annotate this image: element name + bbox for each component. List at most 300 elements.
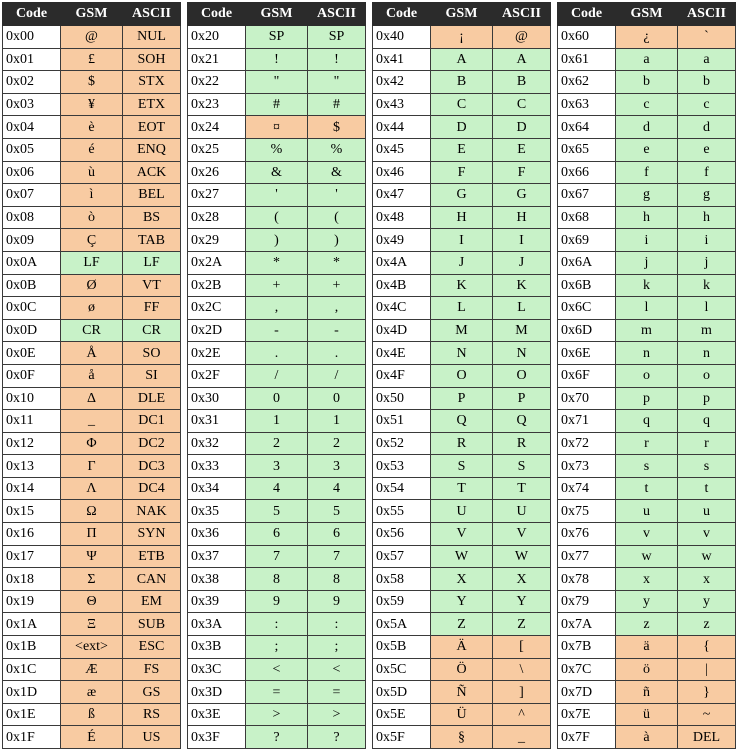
table-panel-3 [372,2,551,749]
ascii-cell: FS [123,658,181,681]
code-cell: 0x6B [558,274,616,297]
table-row [188,590,366,613]
code-cell: 0x74 [558,477,616,500]
ascii-cell: M [493,319,551,342]
ascii-cell: F [493,161,551,184]
gsm-cell: 9 [246,590,308,613]
code-cell: 0x2D [188,319,246,342]
gsm-cell: u [616,500,678,523]
gsm-header: GSM [431,3,493,26]
ascii-cell: 1 [308,410,366,433]
ascii-cell: Z [493,613,551,636]
code-cell: 0x2C [188,297,246,320]
gsm-cell: E [431,138,493,161]
table-row [188,93,366,116]
gsm-cell: * [246,251,308,274]
gsm-cell: Π [61,523,123,546]
table-row [558,455,736,478]
code-cell: 0x6C [558,297,616,320]
code-cell: 0x64 [558,116,616,139]
table-row [558,432,736,455]
gsm-cell: § [431,726,493,749]
code-cell: 0x5A [373,613,431,636]
code-cell: 0x7B [558,636,616,659]
code-cell: 0x0F [3,364,61,387]
gsm-cell: Ñ [431,681,493,704]
gsm-cell: M [431,319,493,342]
table-row [188,297,366,320]
code-cell: 0x73 [558,455,616,478]
ascii-cell: a [678,48,736,71]
gsm-cell: ( [246,206,308,229]
table-row [3,342,181,365]
table-panel-4 [557,2,736,749]
gsm-cell: m [616,319,678,342]
table-row [558,387,736,410]
ascii-cell: SUB [123,613,181,636]
code-cell: 0x3C [188,658,246,681]
table-row [558,229,736,252]
gsm-cell: 3 [246,455,308,478]
code-cell: 0x4C [373,297,431,320]
gsm-cell: Γ [61,455,123,478]
gsm-cell: æ [61,681,123,704]
gsm-cell: K [431,274,493,297]
code-cell: 0x03 [3,93,61,116]
ascii-cell: CAN [123,568,181,591]
ascii-cell: K [493,274,551,297]
ascii-cell: EOT [123,116,181,139]
table-row [373,703,551,726]
ascii-cell: NAK [123,500,181,523]
code-cell: 0x22 [188,71,246,94]
gsm-cell: " [246,71,308,94]
ascii-cell: 3 [308,455,366,478]
code-cell: 0x32 [188,432,246,455]
ascii-cell: NUL [123,26,181,49]
code-cell: 0x15 [3,500,61,523]
table-row [188,71,366,94]
table-row [3,726,181,749]
gsm-cell: A [431,48,493,71]
code-cell: 0x1A [3,613,61,636]
ascii-cell: < [308,658,366,681]
ascii-cell: RS [123,703,181,726]
code-cell: 0x06 [3,161,61,184]
gsm-cell: r [616,432,678,455]
ascii-cell: ' [308,184,366,207]
gsm-cell: / [246,364,308,387]
ascii-cell: } [678,681,736,704]
table-row [558,26,736,49]
code-cell: 0x0D [3,319,61,342]
table-row [558,703,736,726]
gsm-cell: Å [61,342,123,365]
code-cell: 0x4A [373,251,431,274]
ascii-cell: 6 [308,523,366,546]
table-row [558,568,736,591]
table-row [373,71,551,94]
code-cell: 0x0C [3,297,61,320]
ascii-cell: BEL [123,184,181,207]
code-cell: 0x38 [188,568,246,591]
ascii-cell: " [308,71,366,94]
table-row [188,500,366,523]
code-cell: 0x75 [558,500,616,523]
ascii-cell: _ [493,726,551,749]
code-cell: 0x04 [3,116,61,139]
gsm-cell: w [616,545,678,568]
code-cell: 0x11 [3,410,61,433]
ascii-cell: ` [678,26,736,49]
code-cell: 0x49 [373,229,431,252]
code-cell: 0x6F [558,364,616,387]
code-cell: 0x0B [3,274,61,297]
table-row [188,477,366,500]
code-cell: 0x08 [3,206,61,229]
gsm-cell: ¿ [616,26,678,49]
ascii-cell: s [678,455,736,478]
table-row [188,206,366,229]
gsm-cell: Δ [61,387,123,410]
ascii-cell: DC4 [123,477,181,500]
gsm-cell: P [431,387,493,410]
table-panel-2 [187,2,366,749]
table-row [558,477,736,500]
code-cell: 0x1C [3,658,61,681]
table-row [558,523,736,546]
ascii-cell: / [308,364,366,387]
table-row [3,455,181,478]
ascii-cell: SP [308,26,366,49]
table-row [3,138,181,161]
code-cell: 0x01 [3,48,61,71]
ascii-header: ASCII [678,3,736,26]
table-row [188,432,366,455]
table-row [373,161,551,184]
ascii-cell: = [308,681,366,704]
table-row [373,319,551,342]
ascii-cell: O [493,364,551,387]
ascii-cell: DLE [123,387,181,410]
gsm-cell: C [431,93,493,116]
table-row [188,116,366,139]
table-row [188,410,366,433]
gsm-cell: F [431,161,493,184]
ascii-cell: ! [308,48,366,71]
gsm-cell: c [616,93,678,116]
gsm-cell: Λ [61,477,123,500]
table-row [558,274,736,297]
code-cell: 0x1D [3,681,61,704]
gsm-cell: S [431,455,493,478]
table-row [373,93,551,116]
code-cell: 0x7C [558,658,616,681]
ascii-cell: SOH [123,48,181,71]
table-row [558,251,736,274]
ascii-cell: q [678,410,736,433]
header-row [558,3,736,26]
ascii-cell: + [308,274,366,297]
code-cell: 0x56 [373,523,431,546]
gsm-cell: = [246,681,308,704]
gsm-cell: ? [246,726,308,749]
ascii-cell: V [493,523,551,546]
header-row [373,3,551,26]
code-cell: 0x72 [558,432,616,455]
gsm-cell: $ [61,71,123,94]
table-row [373,636,551,659]
table-row [558,590,736,613]
code-cell: 0x63 [558,93,616,116]
code-cell: 0x1B [3,636,61,659]
gsm-cell: 0 [246,387,308,410]
code-cell: 0x02 [3,71,61,94]
ascii-cell: H [493,206,551,229]
ascii-cell: ENQ [123,138,181,161]
code-cell: 0x4F [373,364,431,387]
ascii-cell: US [123,726,181,749]
gsm-cell: ¥ [61,93,123,116]
ascii-cell: ETX [123,93,181,116]
ascii-cell: J [493,251,551,274]
code-cell: 0x7F [558,726,616,749]
code-cell: 0x5E [373,703,431,726]
gsm-cell: Ç [61,229,123,252]
ascii-cell: t [678,477,736,500]
ascii-cell: VT [123,274,181,297]
gsm-cell: Z [431,613,493,636]
code-cell: 0x10 [3,387,61,410]
gsm-cell: % [246,138,308,161]
table-row [3,523,181,546]
table-row [3,658,181,681]
table-row [3,500,181,523]
ascii-cell: n [678,342,736,365]
gsm-cell: <ext> [61,636,123,659]
code-cell: 0x40 [373,26,431,49]
gsm-cell: V [431,523,493,546]
code-cell: 0x27 [188,184,246,207]
code-cell: 0x68 [558,206,616,229]
table-row [188,319,366,342]
ascii-cell: E [493,138,551,161]
ascii-cell: SI [123,364,181,387]
code-cell: 0x13 [3,455,61,478]
code-cell: 0x28 [188,206,246,229]
ascii-cell: A [493,48,551,71]
gsm-cell: è [61,116,123,139]
ascii-cell: ^ [493,703,551,726]
code-header: Code [558,3,616,26]
ascii-cell: FF [123,297,181,320]
ascii-cell: , [308,297,366,320]
ascii-cell: Y [493,590,551,613]
ascii-cell: 9 [308,590,366,613]
gsm-cell: ä [616,636,678,659]
table-row [3,432,181,455]
table-row [558,410,736,433]
gsm-cell: ) [246,229,308,252]
code-header: Code [188,3,246,26]
table-row [373,523,551,546]
code-cell: 0x3F [188,726,246,749]
table-row [3,184,181,207]
table-row [188,726,366,749]
table-row [558,613,736,636]
table-row [3,613,181,636]
code-cell: 0x69 [558,229,616,252]
ascii-cell: e [678,138,736,161]
table-row [188,161,366,184]
table-row [3,319,181,342]
gsm-cell: n [616,342,678,365]
table-row [3,590,181,613]
gsm-cell: 5 [246,500,308,523]
ascii-cell: STX [123,71,181,94]
table-row [3,297,181,320]
gsm-cell: ö [616,658,678,681]
ascii-header: ASCII [308,3,366,26]
ascii-cell: o [678,364,736,387]
table-row [373,590,551,613]
ascii-cell: k [678,274,736,297]
table-row [373,184,551,207]
gsm-cell: ø [61,297,123,320]
code-cell: 0x4B [373,274,431,297]
ascii-cell: ? [308,726,366,749]
code-cell: 0x50 [373,387,431,410]
gsm-cell: g [616,184,678,207]
code-cell: 0x67 [558,184,616,207]
table-row [3,161,181,184]
ascii-cell: P [493,387,551,410]
ascii-cell: TAB [123,229,181,252]
table-row [188,658,366,681]
gsm-cell: ; [246,636,308,659]
table-row [3,364,181,387]
code-cell: 0x59 [373,590,431,613]
code-cell: 0x17 [3,545,61,568]
code-cell: 0x7D [558,681,616,704]
ascii-cell: DEL [678,726,736,749]
ascii-cell: x [678,568,736,591]
ascii-cell: L [493,297,551,320]
ascii-cell: y [678,590,736,613]
gsm-cell: à [616,726,678,749]
table-row [3,26,181,49]
ascii-cell: ESC [123,636,181,659]
gsm-cell: ò [61,206,123,229]
gsm-cell: j [616,251,678,274]
ascii-cell: 2 [308,432,366,455]
code-cell: 0x78 [558,568,616,591]
code-cell: 0x51 [373,410,431,433]
table-row [188,48,366,71]
gsm-cell: > [246,703,308,726]
gsm-cell: Ö [431,658,493,681]
ascii-cell: d [678,116,736,139]
code-cell: 0x3A [188,613,246,636]
gsm-cell: Ω [61,500,123,523]
gsm-cell: Θ [61,590,123,613]
ascii-cell: SYN [123,523,181,546]
code-cell: 0x60 [558,26,616,49]
ascii-cell: $ [308,116,366,139]
ascii-header: ASCII [493,3,551,26]
table-row [188,251,366,274]
code-cell: 0x71 [558,410,616,433]
ascii-cell: B [493,71,551,94]
table-row [3,568,181,591]
code-cell: 0x53 [373,455,431,478]
code-cell: 0x36 [188,523,246,546]
code-cell: 0x6D [558,319,616,342]
code-cell: 0x52 [373,432,431,455]
gsm-cell: Ξ [61,613,123,636]
gsm-cell: ü [616,703,678,726]
ascii-cell: . [308,342,366,365]
gsm-cell: : [246,613,308,636]
gsm-header: GSM [61,3,123,26]
table-row [3,229,181,252]
code-cell: 0x2B [188,274,246,297]
table-row [558,726,736,749]
code-cell: 0x34 [188,477,246,500]
gsm-cell: 8 [246,568,308,591]
table-row [3,206,181,229]
gsm-cell: 1 [246,410,308,433]
ascii-cell: T [493,477,551,500]
ascii-cell: ] [493,681,551,704]
code-cell: 0x1E [3,703,61,726]
table-row [188,703,366,726]
code-cell: 0x37 [188,545,246,568]
table-row [373,229,551,252]
gsm-cell: ¡ [431,26,493,49]
ascii-cell: CR [123,319,181,342]
gsm-cell: h [616,206,678,229]
table-row [188,523,366,546]
code-cell: 0x5F [373,726,431,749]
table-row [188,26,366,49]
table-row [3,545,181,568]
ascii-cell: % [308,138,366,161]
gsm-cell: D [431,116,493,139]
ascii-cell: : [308,613,366,636]
code-cell: 0x0E [3,342,61,365]
ascii-cell: & [308,161,366,184]
ascii-cell: 4 [308,477,366,500]
code-cell: 0x57 [373,545,431,568]
ascii-cell: SO [123,342,181,365]
table-row [3,636,181,659]
ascii-cell: W [493,545,551,568]
code-cell: 0x70 [558,387,616,410]
table-row [373,364,551,387]
code-cell: 0x21 [188,48,246,71]
table-row [373,206,551,229]
gsm-cell: . [246,342,308,365]
code-cell: 0x00 [3,26,61,49]
gsm-cell: , [246,297,308,320]
gsm-cell: W [431,545,493,568]
code-cell: 0x0A [3,251,61,274]
ascii-cell: 8 [308,568,366,591]
table-row [3,703,181,726]
code-cell: 0x4D [373,319,431,342]
table-row [558,116,736,139]
